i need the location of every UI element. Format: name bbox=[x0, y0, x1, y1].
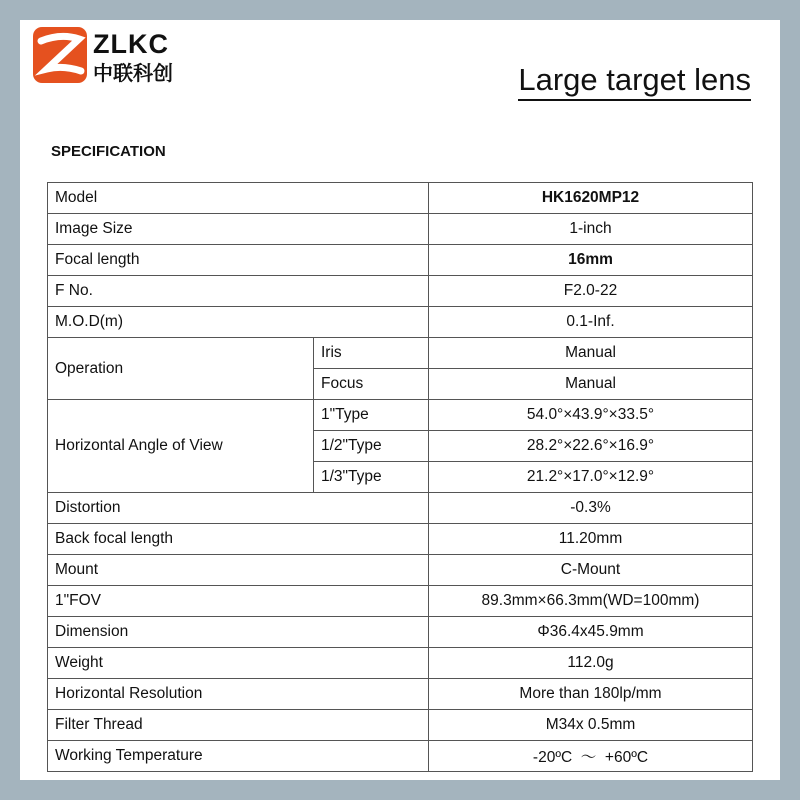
page-title: Large target lens bbox=[518, 62, 751, 101]
table-row: Focus Manual bbox=[48, 369, 753, 400]
table-row: 1"FOV 89.3mm×66.3mm(WD=100mm) bbox=[48, 586, 753, 617]
table-row: Model HK1620MP12 bbox=[48, 183, 753, 214]
table-row: Dimension Φ36.4x45.9mm bbox=[48, 617, 753, 648]
logo bbox=[33, 27, 183, 85]
logo-text: ZLKC bbox=[93, 29, 169, 59]
logo-chinese-text: 中联科创 bbox=[93, 63, 173, 85]
logo-z-icon bbox=[33, 27, 87, 83]
table-row: Back focal length 11.20mm bbox=[48, 524, 753, 555]
table-row: 1/3"Type 21.2°×17.0°×12.9° bbox=[48, 462, 753, 493]
table-row: Distortion -0.3% bbox=[48, 493, 753, 524]
table-row: Horizontal Angle of View 1"Type 54.0°×43.9°×33.5° bbox=[48, 400, 753, 431]
table-row: Image Size 1-inch bbox=[48, 214, 753, 245]
table-row: Operation Iris Manual bbox=[48, 338, 753, 369]
table-row: Mount C-Mount bbox=[48, 555, 753, 586]
table-row: M.O.D(m) 0.1-Inf. bbox=[48, 307, 753, 338]
spec-table bbox=[47, 182, 753, 772]
table-row: Filter Thread M34x 0.5mm bbox=[48, 710, 753, 741]
table-row: Focal length 16mm bbox=[48, 245, 753, 276]
section-heading: SPECIFICATION bbox=[51, 143, 166, 160]
table-row: Weight 112.0g bbox=[48, 648, 753, 679]
table-row: Working Temperature -20ºC ～ +60ºC bbox=[48, 741, 753, 772]
table-row: Horizontal Resolution More than 180lp/mm bbox=[48, 679, 753, 710]
table-row: F No. F2.0-22 bbox=[48, 276, 753, 307]
table-row: 1/2"Type 28.2°×22.6°×16.9° bbox=[48, 431, 753, 462]
